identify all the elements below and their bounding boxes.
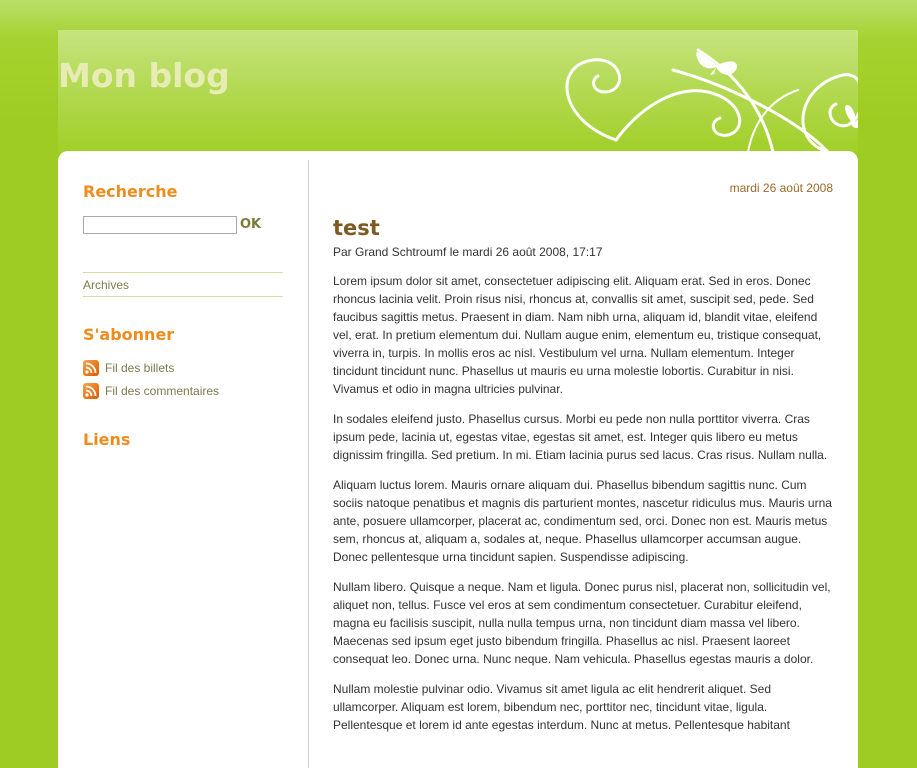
date-header: mardi 26 août 2008 (729, 181, 833, 195)
archives-box (83, 272, 283, 297)
search-ok-button[interactable]: OK (240, 217, 262, 232)
post-paragraph: Nullam molestie pulvinar odio. Vivamus sit amet ligula ac elit hendrerit aliquet. Sed ullamcorper. Aliquam est lorem, bibendum nec, porttitor nec, tincidunt vitae, ligula. Pellentesque et lorem id ante egestas interdum. Nunc at metus. Pellentesque habitant (333, 682, 790, 732)
butterfly-swirl-decoration (498, 30, 858, 152)
search-input[interactable] (83, 216, 237, 234)
rss-icon[interactable] (83, 383, 99, 399)
post-paragraph: Nullam libero. Quisque a neque. Nam et ligula. Donec purus nisl, placerat non, sollicitudin vel, aliquet non, tellus. Fusce vel eros at sem condimentum consectetuer. Curabitur eleifend, magna eu facilisis suscipit, nulla nulla tempus urna, non tincidunt diam massa vel libero. Maecenas sed ipsum eget justo bibendum fringilla. Phasellus ac nisl. Praesent laoreet consequat leo. Donec urna. Nunc neque. Nam vehicula. Phasellus egestas mauris a dolor. (333, 580, 831, 666)
archives-link[interactable]: Archives (83, 278, 130, 292)
feed-posts-row (83, 360, 174, 376)
links-heading: Liens (83, 430, 131, 449)
post-paragraph: Lorem ipsum dolor sit amet, consectetuer adipiscing elit. Aliquam erat. Sed in eros. Donec rhoncus lacinia velit. Proin risus nisi, rhoncus at, convallis sit amet, suscipit sed, pede. Sed faucibus sagittis metus. Praesent in diam. Nam nibh urna, aliquam id, blandit vitae, eleifend vel, erat. In pretium elementum dui. Nullam augue enim, elementum eu, tristique consequat, viverra in, turpis. In mollis eros ac nisl. Vestibulum vel urna. Nullam elementum. Integer tincidunt tincidunt nunc. Phasellus ut mauris eu urna molestie lobortis. Curabitur in nisi. Vivamus et odio in magna ultricies pulvinar. (333, 274, 822, 396)
subscribe-heading: S'abonner (83, 325, 175, 344)
post-title[interactable]: test (333, 216, 380, 240)
post-paragraph: In sodales eleifend justo. Phasellus cursus. Morbi eu pede non nulla porttitor viverra. Cras ipsum pede, lacinia ut, egestas vitae, egestas sit amet, est. Integer quis libero eu metus dignissim fringilla. Sed pretium. In mi. Etiam lacinia purus sed lacus. Cras risus. Nullam nulla. (333, 412, 828, 462)
post-meta: Par Grand Schtroumf le mardi 26 août 2008, 17:17 (333, 245, 603, 259)
blog-header (58, 30, 858, 152)
feed-posts-link[interactable]: Fil des billets (105, 361, 175, 375)
search-heading: Recherche (83, 182, 178, 201)
sidebar (58, 160, 309, 768)
page-container (58, 151, 858, 768)
rss-icon[interactable] (83, 360, 99, 376)
post-paragraph: Aliquam luctus lorem. Mauris ornare aliquam dui. Phasellus bibendum sagittis nunc. Cum sociis natoque penatibus et magnis dis parturient montes, nascetur ridiculus mus. Mauris urna ante, posuere ullamcorper, placerat ac, condimentum sed, orci. Donec non est. Mauris metus sem, rhoncus at, aliquam a, sodales at, neque. Phasellus ullamcorper accumsan augue. Donec pellentesque urna tincidunt sapien. Suspendisse adipiscing. (333, 478, 832, 564)
post-body (333, 272, 833, 746)
feed-comments-row (83, 383, 219, 399)
feed-comments-link[interactable]: Fil des commentaires (105, 384, 220, 398)
blog-title[interactable]: Mon blog (58, 56, 230, 95)
